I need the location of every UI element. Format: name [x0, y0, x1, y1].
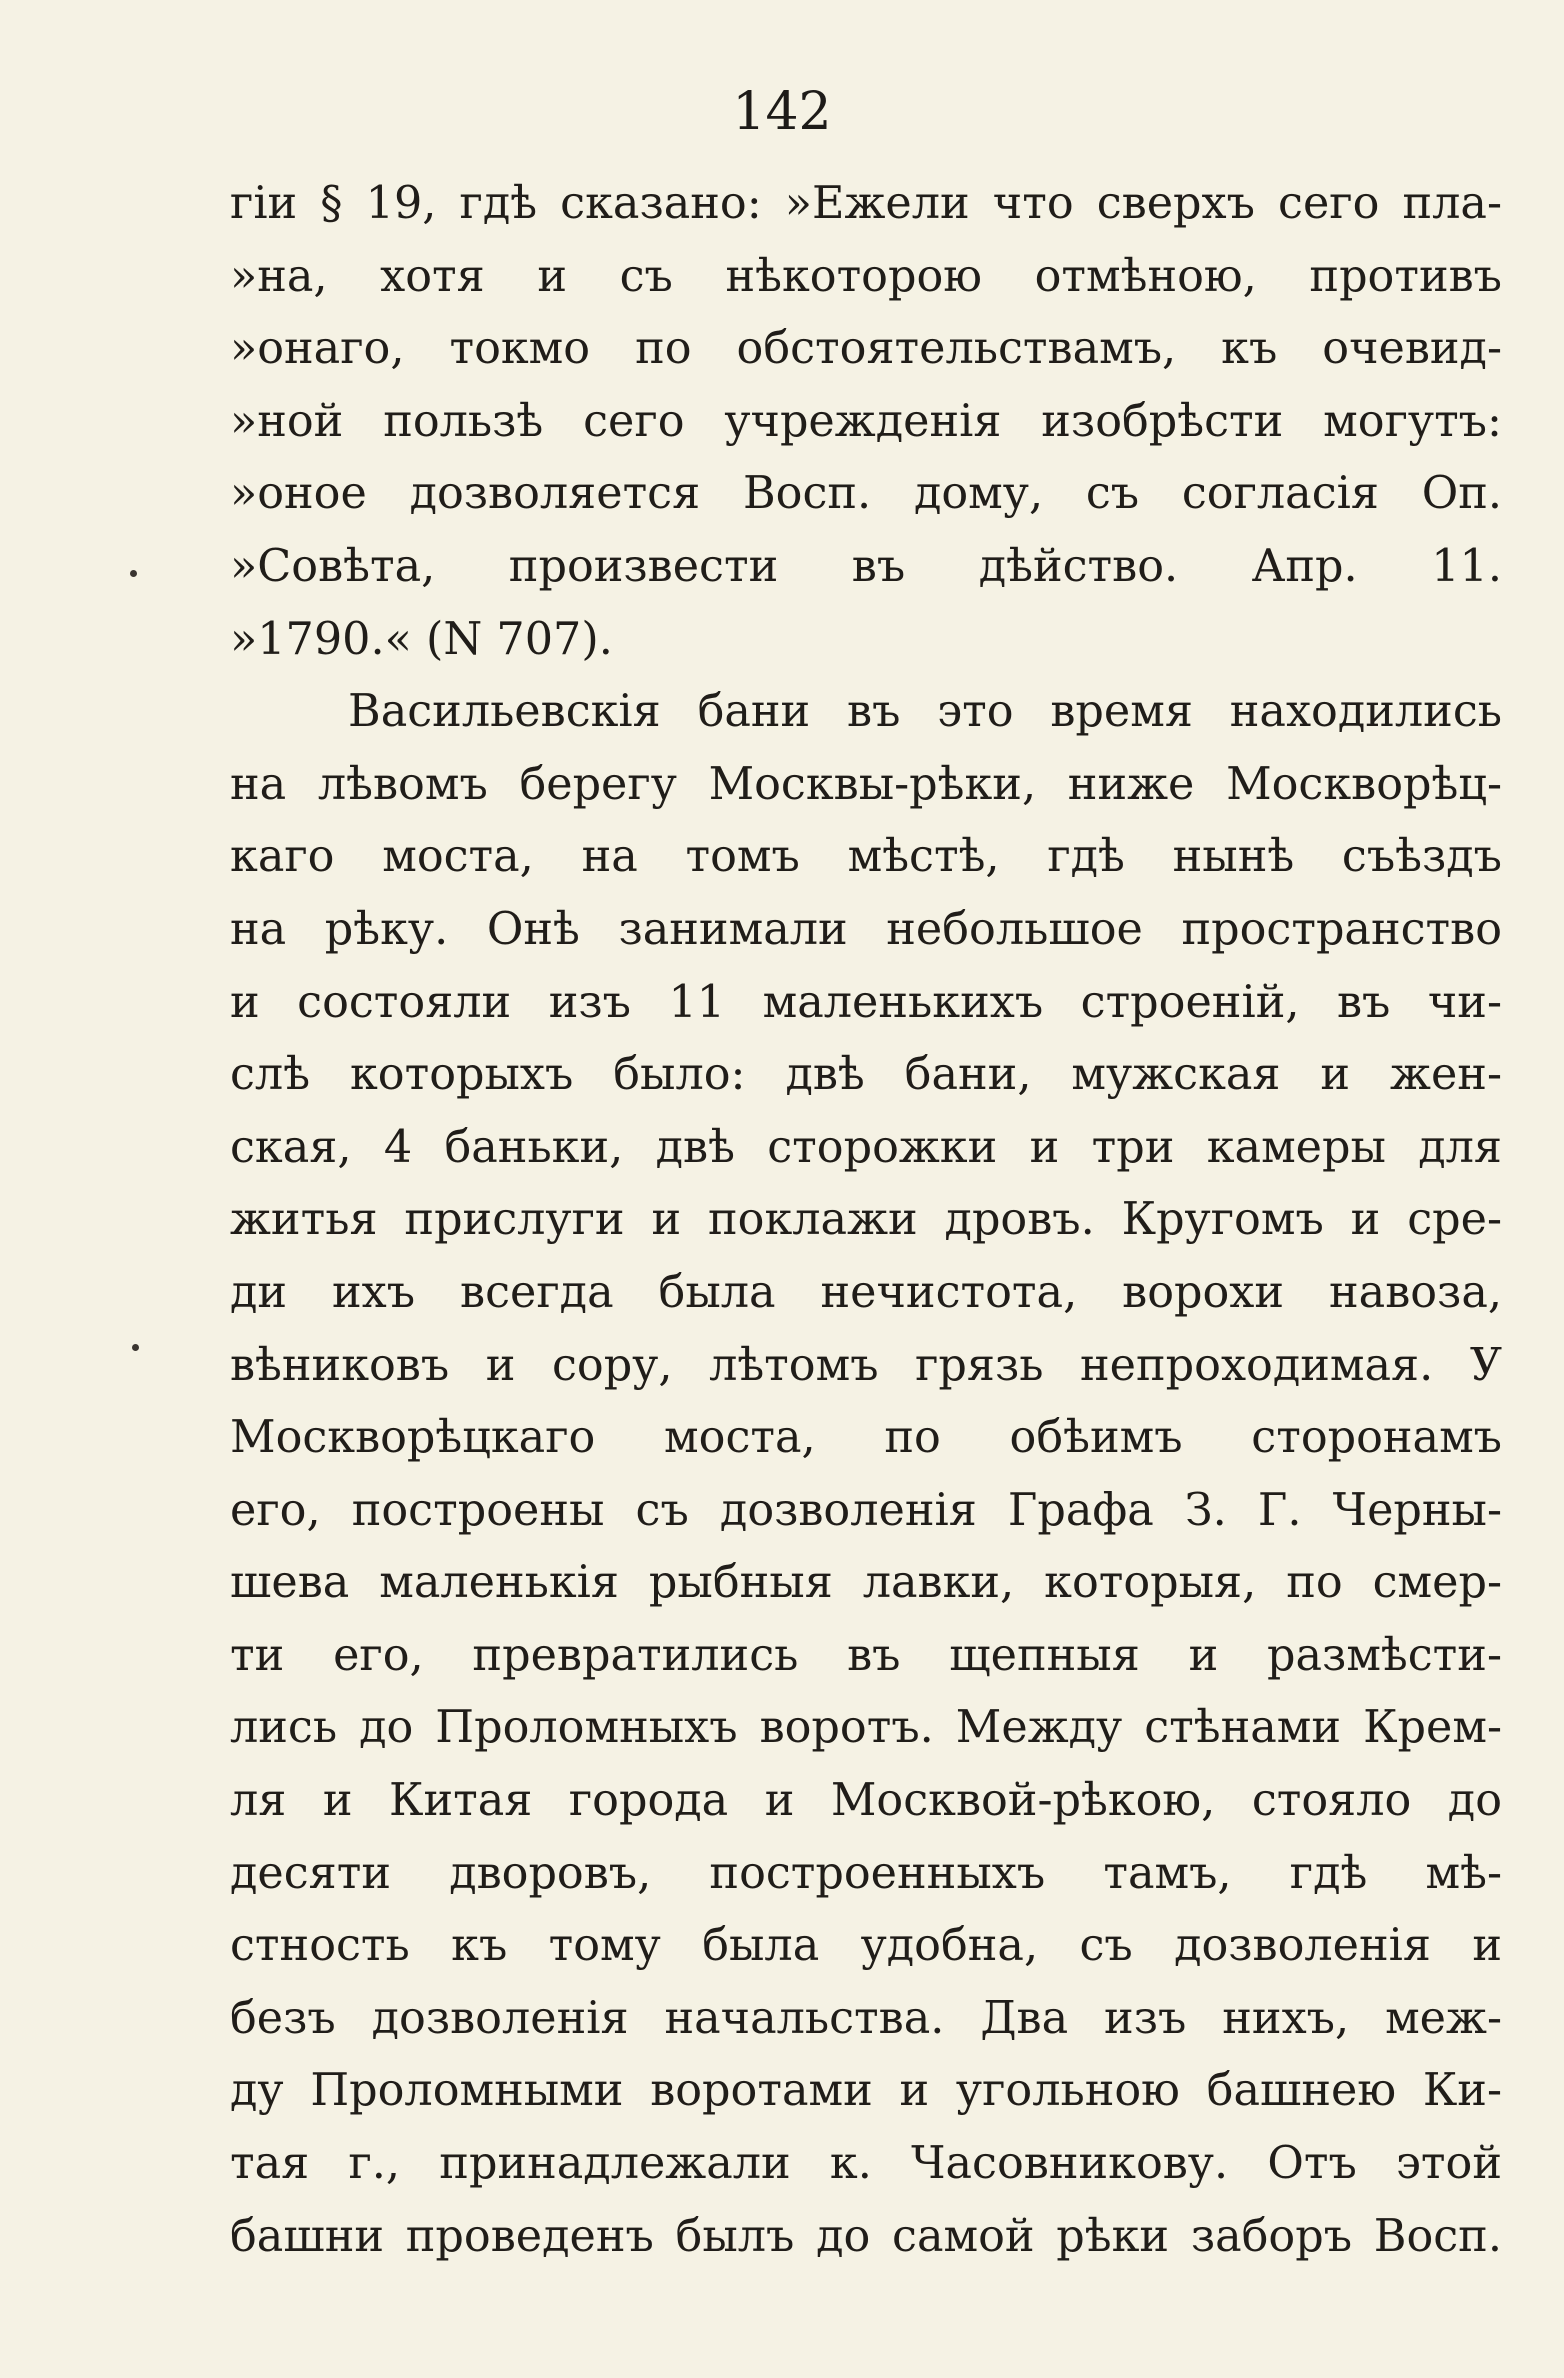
text-line: »ной пользѣ сего учрежденія изобрѣсти могутъ:	[230, 395, 1502, 447]
text-line: слѣ которыхъ было: двѣ бани, мужская и жен-	[230, 1049, 1502, 1101]
text-line: на рѣку. Онѣ занимали небольшое пространство	[230, 903, 1502, 955]
text-line: »1790.« (N 707).	[230, 613, 613, 665]
text-line: ди ихъ всегда была нечистота, ворохи навоза,	[230, 1266, 1502, 1318]
text-line: ти его, превратились въ щепныя и размѣсти-	[230, 1629, 1502, 1681]
body-text	[230, 168, 1502, 2273]
text-line: ская, 4 баньки, двѣ сторожки и три камеры для	[230, 1121, 1502, 1173]
page-number: 142	[732, 82, 832, 142]
text-line: »на, хотя и съ нѣкоторою отмѣною, противъ	[230, 250, 1502, 302]
text-line: башни проведенъ былъ до самой рѣки заборъ Восп.	[230, 2210, 1502, 2262]
margin-dot-mark	[130, 570, 137, 577]
margin-dot-mark	[132, 1344, 139, 1351]
text-line: гіи § 19, гдѣ сказано: »Ежели что сверхъ сего пла-	[230, 178, 1502, 229]
text-line: и состояли изъ 11 маленькихъ строеній, въ чи-	[230, 976, 1502, 1028]
text-line: на лѣвомъ берегу Москвы-рѣки, ниже Москворѣц-	[230, 758, 1502, 810]
text-line: Москворѣцкаго моста, по обѣимъ сторонамъ	[230, 1412, 1502, 1464]
text-line: вѣниковъ и сору, лѣтомъ грязь непроходимая. У	[230, 1339, 1502, 1391]
text-line: стность къ тому была удобна, съ дозволенія и	[230, 1920, 1502, 1972]
text-line: безъ дозволенія начальства. Два изъ нихъ, меж-	[230, 1992, 1502, 2044]
text-line: ля и Китая города и Москвой-рѣкою, стояло до	[230, 1775, 1502, 1827]
text-line: тая г., принадлежали к. Часовникову. Отъ этой	[230, 2138, 1502, 2190]
text-line: »оное дозволяется Восп. дому, съ согласія Оп.	[230, 468, 1502, 520]
text-line: лись до Проломныхъ воротъ. Между стѣнами Крем-	[230, 1702, 1502, 1754]
text-line: каго моста, на томъ мѣстѣ, гдѣ нынѣ съѣздъ	[230, 831, 1502, 883]
text-line: »онаго, токмо по обстоятельствамъ, къ очевид-	[230, 323, 1502, 375]
text-line: ду Проломными воротами и угольною башнею Ки-	[230, 2065, 1502, 2117]
text-line: шева маленькія рыбныя лавки, которыя, по смер-	[230, 1557, 1502, 1609]
text-line: десяти дворовъ, построенныхъ тамъ, гдѣ мѣ-	[230, 1847, 1502, 1899]
text-line: его, построены съ дозволенія Графа З. Г. Черны-	[230, 1484, 1502, 1536]
text-line: житья прислуги и поклажи дровъ. Кругомъ и сре-	[230, 1194, 1502, 1246]
text-line: »Совѣта, произвести въ дѣйство. Апр. 11.	[230, 540, 1502, 592]
paragraph-first-line: Васильевскія бани въ это время находились	[348, 686, 1502, 738]
